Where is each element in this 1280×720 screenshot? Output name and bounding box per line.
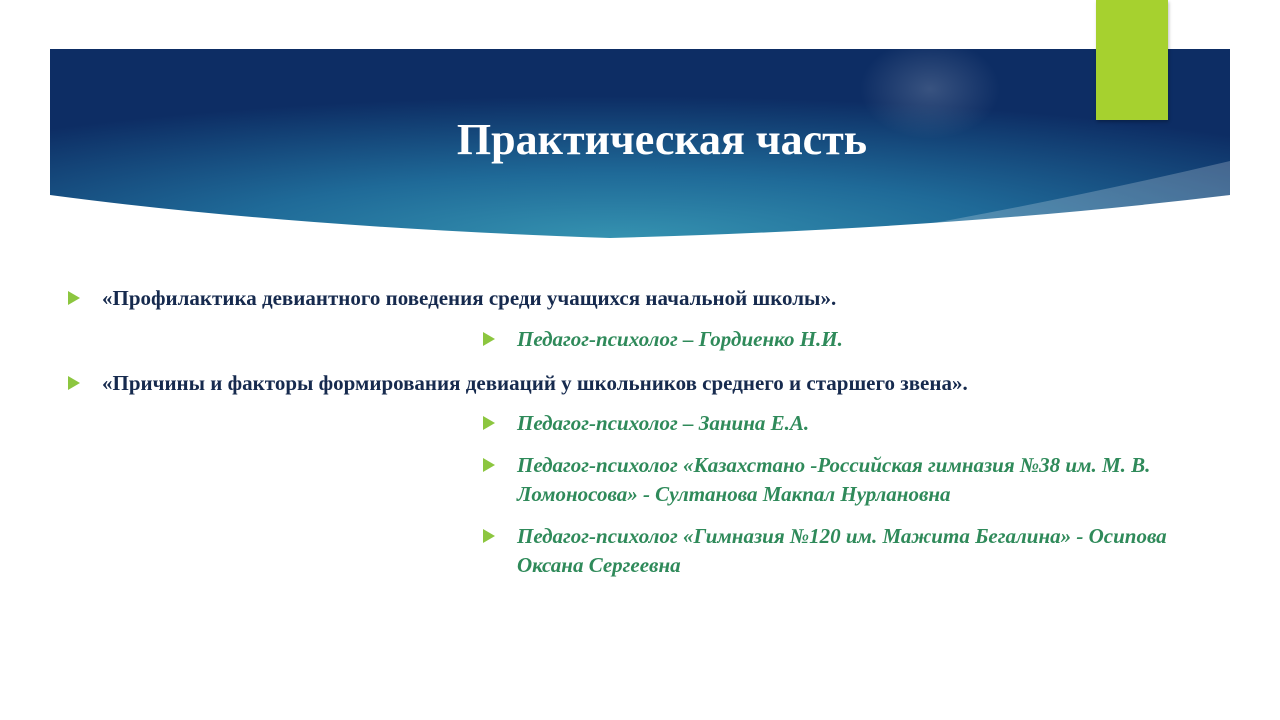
triangle-bullet-icon <box>68 291 80 305</box>
list-item <box>483 325 1223 354</box>
list-item-text: «Причины и факторы формирования девиаций у школьников среднего и старшего звена». <box>102 371 968 395</box>
triangle-bullet-icon <box>483 416 495 430</box>
list-item-text: Педагог-психолог «Казахстано -Российская гимназия №38 им. М. В. Ломоносова» - Султанова Макпал Нурлановна <box>517 453 1151 506</box>
list-item <box>68 369 968 397</box>
list-item <box>483 409 1223 438</box>
list-item <box>68 284 836 312</box>
list-item-text: Педагог-психолог «Гимназия №120 им. Мажита Бегалина» - Осипова Оксана Сергеевна <box>517 524 1167 577</box>
list-item-text: Педагог-психолог – Гордиенко Н.И. <box>517 327 843 351</box>
list-item <box>483 522 1223 580</box>
list-item-text: «Профилактика девиантного поведения среди учащихся начальной школы». <box>102 286 837 310</box>
triangle-bullet-icon <box>483 529 495 543</box>
triangle-bullet-icon <box>68 376 80 390</box>
accent-tab <box>1096 0 1168 120</box>
triangle-bullet-icon <box>483 332 495 346</box>
list-item <box>483 451 1223 509</box>
slide-title: Практическая часть <box>456 115 868 164</box>
triangle-bullet-icon <box>483 458 495 472</box>
list-item-text: Педагог-психолог – Занина Е.А. <box>517 411 810 435</box>
